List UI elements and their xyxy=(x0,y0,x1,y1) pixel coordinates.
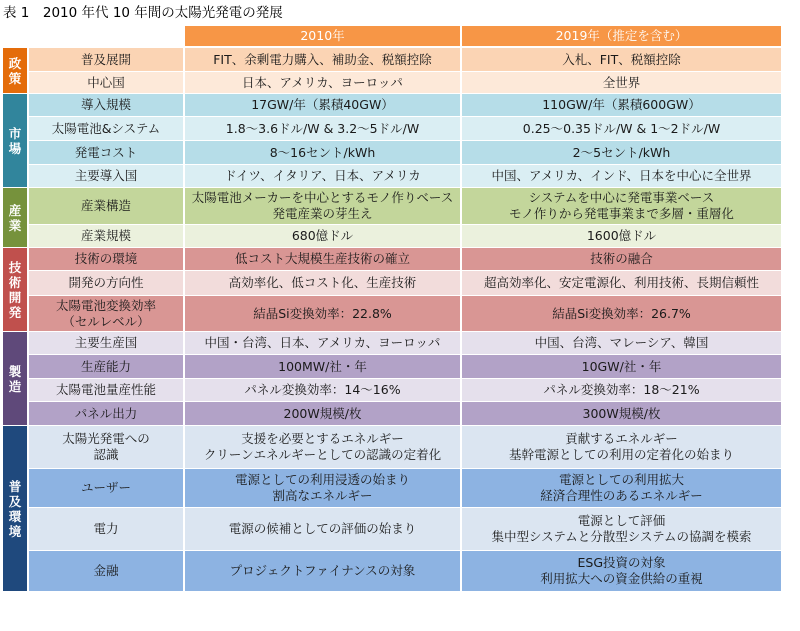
value-2019-line: 電源として評価 xyxy=(577,513,666,528)
category-label: 市場 xyxy=(8,125,22,156)
value-2010 xyxy=(185,165,460,187)
value-2019 xyxy=(462,225,781,247)
row-label xyxy=(29,332,183,354)
row-label xyxy=(29,165,183,187)
value-2019-line: 中国、アメリカ、インド、日本を中心に全世界 xyxy=(491,168,752,183)
row-label xyxy=(29,551,183,591)
value-2019-line: 経済合理性のあるエネルギー xyxy=(540,488,703,503)
header-2019: 2019年（推定を含む） xyxy=(462,26,781,46)
row-label-line: 太陽光発電への xyxy=(62,431,150,446)
value-2019-line: 2～5セント/kWh xyxy=(572,144,671,160)
value-2010 xyxy=(185,48,460,71)
row-label-line: 技術の環境 xyxy=(74,251,138,266)
row-label-line: 金融 xyxy=(93,563,119,578)
value-2019-line: 中国、台湾、マレーシア、韓国 xyxy=(534,335,709,350)
value-2019-line: パネル変換効率：18～21% xyxy=(543,382,700,397)
value-2019 xyxy=(462,508,781,550)
table-caption: 表 1 2010 年代 10 年間の太陽光発電の発展 xyxy=(3,5,283,21)
value-2010-line: 8～16セント/kWh xyxy=(269,144,376,160)
value-2010-line: 中国・台湾、日本、アメリカ、ヨーロッパ xyxy=(204,335,441,350)
table-row xyxy=(3,426,781,468)
row-label-line: （セルレベル） xyxy=(62,313,150,329)
table-row xyxy=(3,48,781,71)
value-2019-line: モノ作りから発電事業まで多層・重層化 xyxy=(509,206,734,221)
value-2019 xyxy=(462,94,781,116)
row-label-line: 生産能力 xyxy=(80,358,131,374)
value-2010 xyxy=(185,188,460,224)
table-header-row xyxy=(3,26,781,46)
value-2010-line: 電源としての利用浸透の始まり xyxy=(234,472,410,487)
row-label xyxy=(29,469,183,507)
value-2010 xyxy=(185,141,460,164)
value-2019 xyxy=(462,551,781,591)
value-2010 xyxy=(185,225,460,247)
value-2010-line: プロジェクトファイナンスの対象 xyxy=(229,563,416,578)
value-2019-line: ESG投資の対象 xyxy=(577,555,666,570)
value-2019 xyxy=(462,141,781,164)
value-2010-line: 低コスト大規模生産技術の確立 xyxy=(234,251,410,266)
row-label-line: 産業構造 xyxy=(80,198,131,213)
value-2019-line: 集中型システムと分散型システムの協調を模索 xyxy=(491,529,752,544)
table-row xyxy=(3,379,781,401)
value-2010 xyxy=(185,551,460,591)
row-label-line: 認識 xyxy=(93,447,119,462)
row-label xyxy=(29,117,183,140)
table-row xyxy=(3,469,781,507)
row-label xyxy=(29,402,183,425)
value-2019 xyxy=(462,117,781,140)
value-2010 xyxy=(185,248,460,270)
value-2010 xyxy=(185,94,460,116)
row-label-line: 太陽電池変換効率 xyxy=(55,297,156,313)
value-2010-line: FIT、余剰電力購入、補助金、税額控除 xyxy=(213,51,432,67)
value-2019 xyxy=(462,165,781,187)
value-2010 xyxy=(185,402,460,425)
table-row xyxy=(3,72,781,93)
value-2019 xyxy=(462,379,781,401)
row-label-line: ユーザー xyxy=(80,480,131,495)
value-2010-line: 17GW/年（累積40GW） xyxy=(251,97,394,112)
value-2019-line: 利用拡大への資金供給の重視 xyxy=(540,571,703,586)
row-label-line: 中心国 xyxy=(87,74,125,90)
row-label-line: 発電コスト xyxy=(74,144,138,160)
value-2010 xyxy=(185,508,460,550)
category-label: 技術開発 xyxy=(8,259,22,320)
value-2010 xyxy=(185,355,460,378)
value-2019 xyxy=(462,469,781,507)
table-row xyxy=(3,402,781,425)
table-row xyxy=(3,332,781,354)
row-label-line: 産業規模 xyxy=(80,228,131,243)
value-2010-line: 1.8～3.6ドル/W & 3.2～5ドル/W xyxy=(225,120,420,136)
header-2010: 2010年 xyxy=(185,26,460,46)
value-2010-line: 結晶Si変換効率：22.8% xyxy=(253,305,392,321)
table-row xyxy=(3,165,781,187)
table-row xyxy=(3,141,781,164)
value-2019-line: 入札、FIT、税額控除 xyxy=(562,51,681,67)
value-2010 xyxy=(185,332,460,354)
value-2019-line: 基幹電源としての利用の定着化の始まり xyxy=(508,447,734,462)
value-2019-line: 1600億ドル xyxy=(586,228,657,243)
value-2010 xyxy=(185,296,460,331)
table-row xyxy=(3,94,781,116)
row-label xyxy=(29,271,183,295)
category-label: 産業 xyxy=(8,202,22,233)
value-2010 xyxy=(185,426,460,468)
value-2019-line: 0.25～0.35ドル/W & 1～2ドル/W xyxy=(522,120,721,136)
value-2010-line: 日本、アメリカ、ヨーロッパ xyxy=(242,74,403,90)
row-label xyxy=(29,508,183,550)
value-2010 xyxy=(185,72,460,93)
value-2010-line: 200W規模/枚 xyxy=(283,405,362,421)
value-2019 xyxy=(462,72,781,93)
value-2019 xyxy=(462,355,781,378)
value-2019-line: 技術の融合 xyxy=(590,251,653,266)
value-2010 xyxy=(185,117,460,140)
row-label xyxy=(29,72,183,93)
value-2010 xyxy=(185,469,460,507)
row-label xyxy=(29,141,183,164)
value-2019 xyxy=(462,296,781,331)
row-label-line: 主要生産国 xyxy=(74,335,138,350)
value-2019-line: 110GW/年（累積600GW） xyxy=(542,97,701,112)
category-label: 政策 xyxy=(8,55,22,86)
value-2010-line: 100MW/社・年 xyxy=(278,358,367,374)
category-label: 普及環境 xyxy=(8,478,22,539)
value-2019-line: 電源としての利用拡大 xyxy=(558,472,684,487)
value-2019 xyxy=(462,248,781,270)
row-label-line: 主要導入国 xyxy=(74,168,138,183)
row-label xyxy=(29,188,183,224)
row-label-line: 普及展開 xyxy=(80,51,131,67)
category-label: 製造 xyxy=(8,363,22,394)
table-row xyxy=(3,117,781,140)
value-2019-line: システムを中心に発電事業ベース xyxy=(528,190,715,205)
table-row xyxy=(3,551,781,591)
value-2019 xyxy=(462,426,781,468)
row-label xyxy=(29,379,183,401)
value-2010-line: 割高なエネルギー xyxy=(272,488,373,503)
value-2019 xyxy=(462,48,781,71)
value-2010-line: クリーンエネルギーとしての認識の定着化 xyxy=(203,447,442,462)
value-2010-line: ドイツ、イタリア、日本、アメリカ xyxy=(224,168,421,183)
value-2010-line: 発電産業の芽生え xyxy=(272,206,373,221)
value-2019 xyxy=(462,402,781,425)
table-row xyxy=(3,355,781,378)
row-label-line: パネル出力 xyxy=(74,405,138,421)
table-row xyxy=(3,508,781,550)
value-2010 xyxy=(185,379,460,401)
row-label xyxy=(29,355,183,378)
value-2010-line: 680億ドル xyxy=(291,228,354,243)
value-2010-line: 電源の候補としての評価の始まり xyxy=(228,521,417,536)
table-row xyxy=(3,225,781,247)
row-label-line: 太陽電池量産性能 xyxy=(55,382,156,397)
value-2019-line: 結晶Si変換効率：26.7% xyxy=(552,305,691,321)
row-label-line: 導入規模 xyxy=(80,97,131,112)
value-2010-line: パネル変換効率：14～16% xyxy=(244,382,401,397)
value-2019-line: 300W規模/枚 xyxy=(582,405,661,421)
value-2010-line: 支援を必要とするエネルギー xyxy=(241,431,404,446)
row-label xyxy=(29,48,183,71)
value-2019 xyxy=(462,188,781,224)
value-2010-line: 太陽電池メーカーを中心とするモノ作りベース xyxy=(191,190,454,205)
value-2010-line: 高効率化、低コスト化、生産技術 xyxy=(228,275,417,290)
row-label xyxy=(29,225,183,247)
row-label xyxy=(29,94,183,116)
row-label xyxy=(29,296,183,331)
value-2019-line: 貢献するエネルギー xyxy=(565,431,678,446)
table-row xyxy=(3,188,781,224)
row-label xyxy=(29,426,183,468)
value-2019 xyxy=(462,271,781,295)
table-row xyxy=(3,248,781,270)
value-2019 xyxy=(462,332,781,354)
value-2019-line: 10GW/社・年 xyxy=(581,358,662,374)
value-2010 xyxy=(185,271,460,295)
table-row xyxy=(3,271,781,295)
comparison-table xyxy=(3,26,781,592)
row-label xyxy=(29,248,183,270)
value-2019-line: 超高効率化、安定電源化、利用技術、長期信頼性 xyxy=(483,275,759,290)
row-label-line: 電力 xyxy=(93,521,119,536)
value-2019-line: 全世界 xyxy=(602,74,641,90)
row-label-line: 太陽電池&システム xyxy=(51,120,161,136)
table-row xyxy=(3,296,781,331)
row-label-line: 開発の方向性 xyxy=(68,275,144,290)
